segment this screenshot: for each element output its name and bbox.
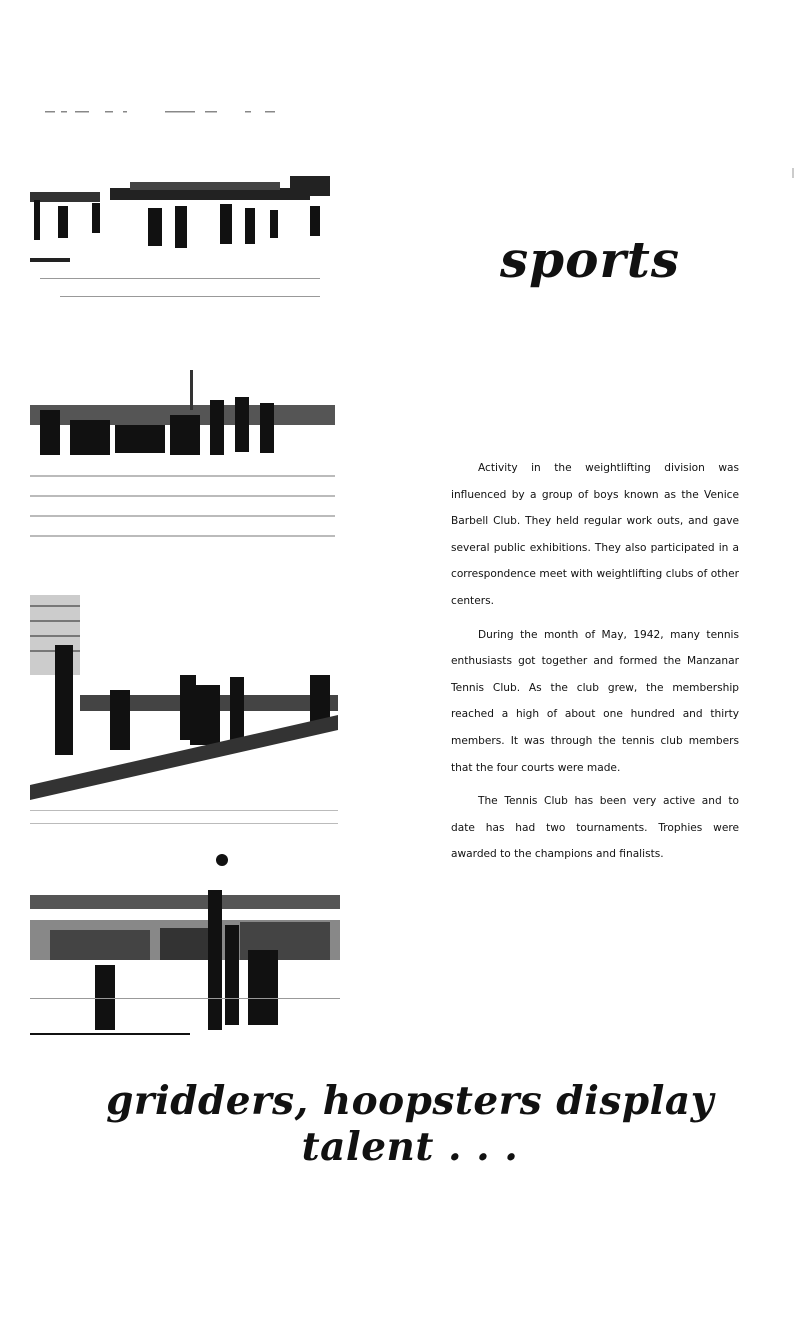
paragraph-tournaments: The Tennis Club has been very active and to date has had two tournaments. Trophies were awarded to the champions and finalists. [451, 795, 739, 861]
basketball-jump-ball-photo [30, 850, 340, 1045]
football-scrimmage-photo [30, 365, 335, 550]
margin-speck [792, 168, 794, 178]
paragraph-tennis-club: During the month of May, 1942, many tennis enthusiasts got together and formed the Manzanar Tennis Club. As the club grew, the membership reached a high of about one hundred and thirty members. It was through the tennis club members that the four courts were made. [451, 628, 739, 774]
page-title: sports [500, 230, 681, 289]
top-specks [45, 100, 285, 106]
page-caption: gridders, hoopsters display talent . . . [106, 1078, 714, 1170]
football-game-photo [30, 595, 338, 835]
article-body [451, 455, 739, 875]
football-field-photo [30, 158, 332, 306]
paragraph-weightlifting: Activity in the weightlifting division was influenced by a group of boys known as the Venice Barbell Club. They held regular work outs, and gave several public exhibitions. They also participated in a correspondence meet with weightlifting clubs of other centers. [451, 462, 739, 607]
